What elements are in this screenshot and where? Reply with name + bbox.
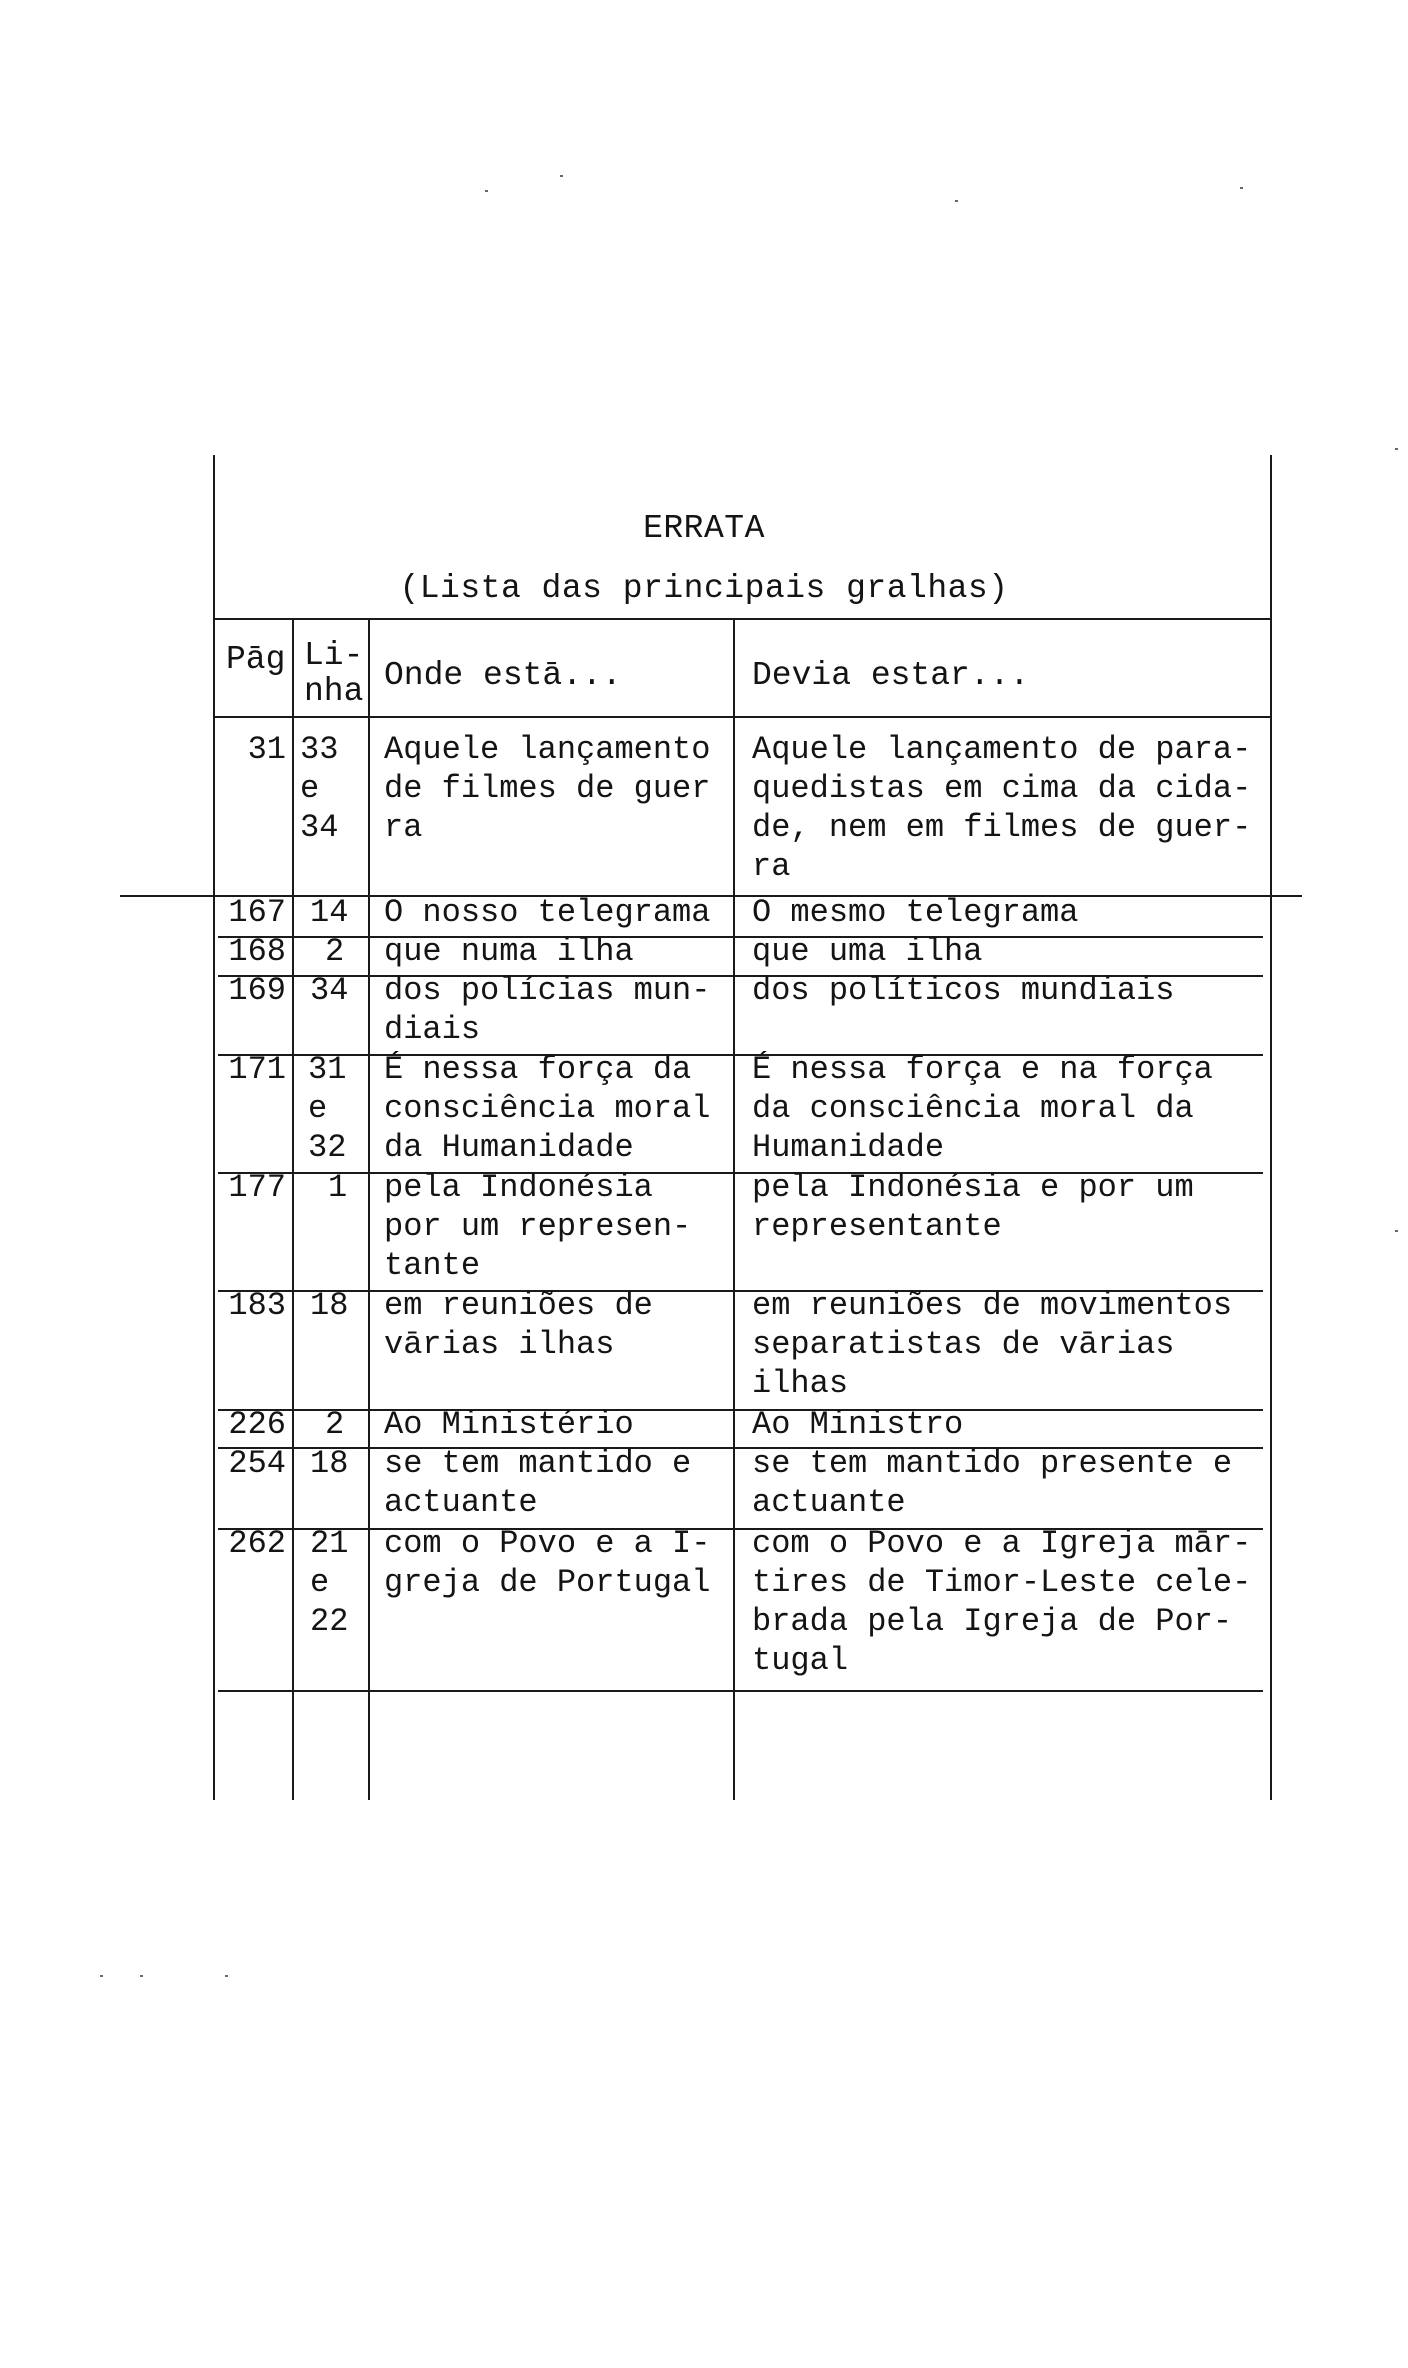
cell-devia: com o Povo e a Igreja mār- tires de Timor-Leste cele- brada pela Igreja de Por- tugal bbox=[752, 1525, 1252, 1679]
column-divider-onde bbox=[733, 620, 735, 1800]
cell-onde: O nosso telegrama bbox=[384, 894, 711, 931]
table-bottom-rule bbox=[218, 1690, 1263, 1692]
scan-speck bbox=[140, 1975, 143, 1977]
cell-pag: 183 bbox=[228, 1287, 286, 1324]
cell-onde: se tem mantido e actuante bbox=[384, 1445, 692, 1521]
cell-onde: com o Povo e a I- greja de Portugal bbox=[384, 1525, 711, 1601]
cell-devia: Aquele lançamento de para- quedistas em cima da cida- de, nem em filmes de guer- ra bbox=[752, 731, 1252, 885]
scan-speck bbox=[560, 175, 563, 177]
table-right-border bbox=[1270, 455, 1272, 1800]
cell-pag: 171 bbox=[228, 1051, 286, 1088]
cell-devia: em reuniões de movimentos separatistas de vārias ilhas bbox=[752, 1287, 1233, 1402]
cell-pag: 177 bbox=[228, 1169, 286, 1206]
cell-onde: Aquele lançamento de filmes de guer ra bbox=[384, 731, 711, 846]
row-rule bbox=[218, 936, 1263, 938]
cell-linha: 31 e 32 bbox=[308, 1051, 347, 1166]
cell-devia: se tem mantido presente e actuante bbox=[752, 1445, 1233, 1521]
cell-onde: em reuniões de vārias ilhas bbox=[384, 1287, 653, 1363]
cell-pag: 167 bbox=[228, 894, 286, 931]
cell-onde: dos polícias mun- diais bbox=[384, 972, 711, 1048]
cell-onde: É nessa força da consciência moral da Humanidade bbox=[384, 1051, 711, 1166]
table-left-border bbox=[213, 455, 215, 1800]
cell-linha: 34 bbox=[310, 972, 349, 1009]
header-devia: Devia estar... bbox=[752, 657, 1030, 694]
page-subtitle: (Lista das principais gralhas) bbox=[399, 570, 1009, 607]
scan-speck bbox=[1395, 448, 1398, 450]
cell-devia: pela Indonésia e por um representante bbox=[752, 1169, 1194, 1245]
cell-devia: Ao Ministro bbox=[752, 1406, 964, 1443]
header-pag: Pāg bbox=[226, 641, 286, 678]
cell-pag: 31 bbox=[247, 731, 286, 768]
scan-speck bbox=[100, 1975, 103, 1977]
cell-pag: 168 bbox=[228, 933, 286, 970]
column-divider-pag bbox=[292, 620, 294, 1800]
cell-onde: que numa ilha bbox=[384, 933, 634, 970]
scan-speck bbox=[955, 200, 958, 202]
header-top-rule bbox=[213, 618, 1272, 620]
cell-linha: 2 bbox=[325, 1406, 345, 1443]
page-title: ERRATA bbox=[643, 510, 765, 547]
scan-speck bbox=[1395, 1230, 1398, 1232]
column-divider-linha bbox=[368, 620, 370, 1800]
cell-onde: pela Indonésia por um represen- tante bbox=[384, 1169, 692, 1284]
header-onde: Onde estā... bbox=[384, 657, 622, 694]
cell-linha: 18 bbox=[310, 1445, 349, 1482]
cell-pag: 254 bbox=[228, 1445, 286, 1482]
cell-linha: 1 bbox=[328, 1169, 348, 1206]
cell-linha: 21 e 22 bbox=[310, 1525, 349, 1640]
cell-devia: que uma ilha bbox=[752, 933, 983, 970]
cell-devia: É nessa força e na força da consciência moral da Humanidade bbox=[752, 1051, 1213, 1166]
scan-speck bbox=[225, 1975, 228, 1977]
cell-linha: 18 bbox=[310, 1287, 349, 1324]
cell-devia: O mesmo telegrama bbox=[752, 894, 1079, 931]
cell-pag: 226 bbox=[228, 1406, 286, 1443]
scan-speck bbox=[1240, 187, 1243, 189]
cell-linha: 33 e 34 bbox=[300, 731, 339, 846]
cell-devia: dos políticos mundiais bbox=[752, 972, 1175, 1009]
scan-speck bbox=[485, 190, 488, 192]
row-rule bbox=[218, 1409, 1263, 1411]
row-rule bbox=[120, 895, 1302, 897]
cell-onde: Ao Ministério bbox=[384, 1406, 634, 1443]
cell-pag: 262 bbox=[228, 1525, 286, 1562]
header-bottom-rule bbox=[213, 716, 1272, 718]
header-linha: Li- nha bbox=[304, 637, 364, 710]
cell-pag: 169 bbox=[228, 972, 286, 1009]
cell-linha: 2 bbox=[325, 933, 345, 970]
cell-linha: 14 bbox=[310, 894, 349, 931]
